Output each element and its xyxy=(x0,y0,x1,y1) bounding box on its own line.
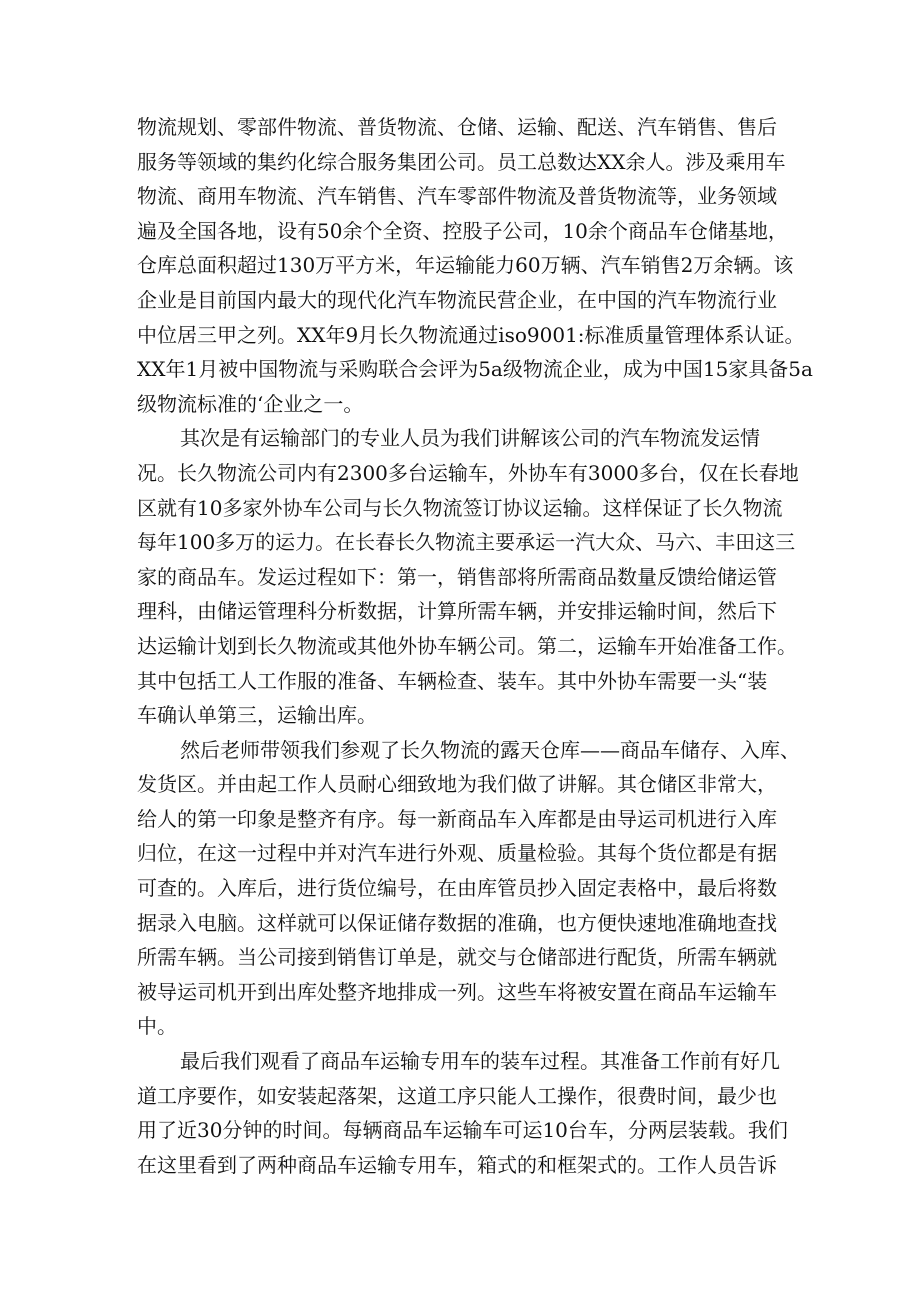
text-line: XX年1月被中国物流与采购联合会评为5a级物流企业，成为中国15家具备5a xyxy=(137,357,813,382)
text-line: 归位，在这一过程中并对汽车进行外观、质量检验。其每个货位都是有据 xyxy=(137,841,777,866)
text-line: 被导运司机开到出库处整齐地排成一列。这些车将被安置在商品车运输车 xyxy=(137,979,777,1004)
text-line: 中位居三甲之列。XX年9月长久物流通过iso9001:标准质量管理体系认证。 xyxy=(137,322,805,347)
text-line: 服务等领域的集约化综合服务集团公司。员工总数达XX余人。涉及乘用车 xyxy=(137,149,786,174)
text-line: 物流规划、零部件物流、普货物流、仓储、运输、配送、汽车销售、售后 xyxy=(137,115,777,139)
paragraph-loading-process xyxy=(137,1044,797,1182)
text-line: 在这里看到了两种商品车运输专用车，箱式的和框架式的。工作人员告诉 xyxy=(137,1152,777,1177)
text-line: 所需车辆。当公司接到销售订单是，就交与仓储部进行配货，所需车辆就 xyxy=(137,945,777,970)
text-line: 据录入电脑。这样就可以保证储存数据的准确，也方便快速地准确地查找 xyxy=(137,910,777,935)
text-line: 给人的第一印象是整齐有序。每一新商品车入库都是由导运司机进行入库 xyxy=(137,806,777,831)
text-line: 然后老师带领我们参观了长久物流的露天仓库——商品车储存、入库、 xyxy=(180,737,800,762)
paragraph-warehouse-visit xyxy=(137,733,800,1044)
text-line: 每年100多万的运力。在长春长久物流主要承运一汽大众、马六、丰田这三 xyxy=(137,530,796,555)
text-line: 达运输计划到长久物流或其他外协车辆公司。第二，运输车开始准备工作。 xyxy=(137,633,797,658)
document-body xyxy=(137,110,813,1182)
text-line: 车确认单第三，运输出库。 xyxy=(137,703,377,728)
text-line: 遍及全国各地，设有50余个全资、控股子公司，10余个商品车仓储基地， xyxy=(137,218,788,243)
text-line: 发货区。并由起工作人员耐心细致地为我们做了讲解。其仓储区非常大， xyxy=(137,772,777,797)
text-line: 企业是目前国内最大的现代化汽车物流民营企业，在中国的汽车物流行业 xyxy=(137,287,777,312)
text-line: 道工序要作，如安装起落架，这道工序只能人工操作，很费时间，最少也 xyxy=(137,1083,777,1108)
text-line: 家的商品车。发运过程如下：第一，销售部将所需商品数量反馈给储运管 xyxy=(137,564,777,589)
text-line: 级物流标准的‘企业之一。 xyxy=(137,391,364,416)
text-line: 况。长久物流公司内有2300多台运输车，外协车有3000多台，仅在长春地 xyxy=(137,460,799,485)
text-line: 理科，由储运管理科分析数据，计算所需车辆，并安排运输时间，然后下 xyxy=(137,599,777,624)
text-line: 仓库总面积超过130万平方米，年运输能力60万辆、汽车销售2万余辆。该 xyxy=(137,253,794,278)
text-line: 区就有10多家外协车公司与长久物流签订协议运输。这样保证了长久物流 xyxy=(137,495,783,520)
text-line: 中。 xyxy=(137,1014,177,1039)
text-line: 其次是有运输部门的专业人员为我们讲解该公司的汽车物流发运情 xyxy=(180,426,760,451)
text-line: 物流、商用车物流、汽车销售、汽车零部件物流及普货物流等，业务领域 xyxy=(137,184,777,209)
text-line: 用了近30分钟的时间。每辆商品车运输车可运10台车，分两层装载。我们 xyxy=(137,1118,788,1143)
paragraph-transport-department xyxy=(137,421,797,732)
text-line: 其中包括工人工作服的准备、车辆检查、装车。其中外协车需要一头“装 xyxy=(137,668,768,693)
text-line: 可查的。入库后，进行货位编号，在由库管员抄入固定表格中，最后将数 xyxy=(137,876,777,901)
paragraph-company-overview xyxy=(137,110,813,421)
text-line: 最后我们观看了商品车运输专用车的装车过程。其准备工作前有好几 xyxy=(180,1049,780,1074)
